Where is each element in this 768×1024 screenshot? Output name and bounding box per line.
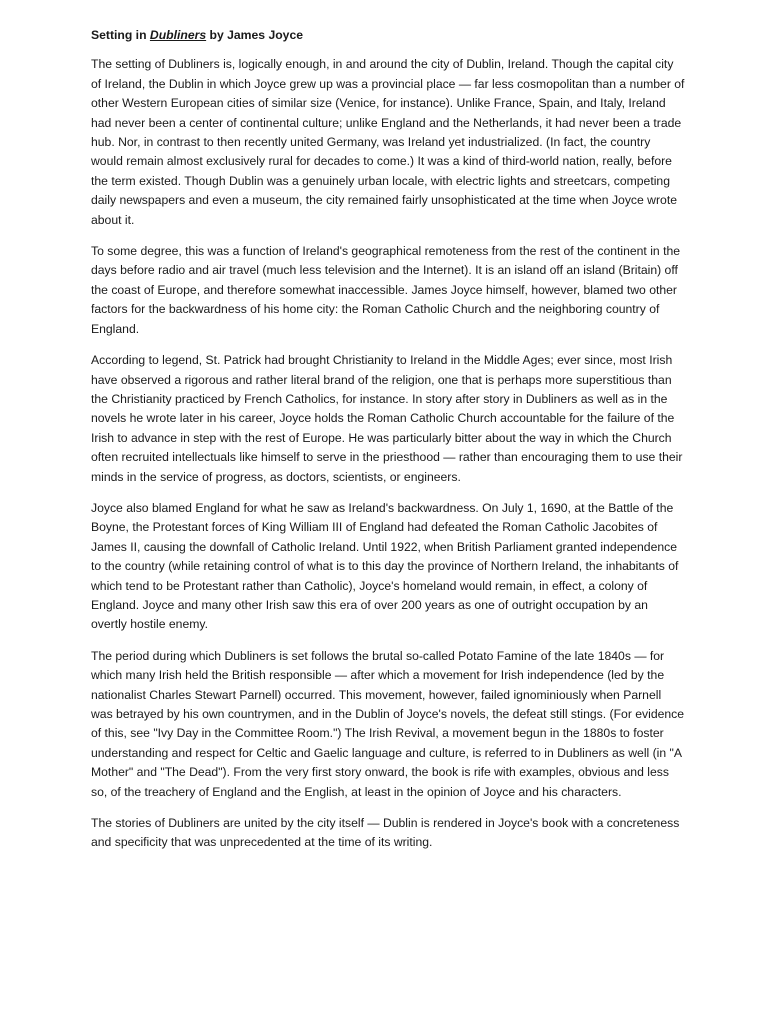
paragraph-5: The period during which Dubliners is set follows the brutal so-called Potato Famine of the late 1840s — for which many Irish held the British responsible — after which a movement for Irish independence (led by the nationalist Charles Stewart Parnell) occurred. This movement, however, failed ignominiously when Parnell was betrayed by his own countrymen, and in the Dublin of Joyce's novels, the defeat still stings. (For evidence of this, see "Ivy Day in the Committee Room.") The Irish Revival, a movement begun in the 1880s to foster understanding and respect for Celtic and Gaelic language and culture, is referred to in Dubliners as well (in "A Mother" and "The Dead"). From the very first story onward, the book is rife with examples, obvious and less so, of the treachery of England and the English, at least in the opinion of Joyce and his characters. <box>91 648 685 799</box>
paragraph-4: Joyce also blamed England for what he saw as Ireland's backwardness. On July 1, 1690, at the Battle of the Boyne, the Protestant forces of King William III of England had defeated the Roman Catholic Jacobites of James II, causing the downfall of Catholic Ireland. Until 1922, when British Parliament granted independence to the country (while retaining control of what is to this day the province of Northern Ireland, the inhabitants of which tend to be Protestant rather than Catholic), Joyce's homeland would remain, in effect, a colony of England. Joyce and many other Irish saw this era of over 200 years as one of outright occupation by an overtly hostile enemy. <box>91 500 679 632</box>
paragraph-3: According to legend, St. Patrick had brought Christianity to Ireland in the Middle Ages; ever since, most Irish have observed a rigorous and rather literal brand of the religion, one that is perhaps more superstitious than the Christianity practiced by French Catholics, for instance. In story after story in Dubliners as well as in the novels he wrote later in his career, Joyce holds the Roman Catholic Church accountable for the failure of the Irish to advance in step with the rest of Europe. He was particularly bitter about the way in which the Church often recruited intellectuals like himself to serve in the priesthood — rather than encouraging them to use their minds in the service of progress, as doctors, scientists, or engineers. <box>91 353 683 484</box>
paragraph-2: To some degree, this was a function of Ireland's geographical remoteness from the rest of the continent in the days before radio and air travel (much less television and the Internet). It is an island off an island (Britain) off the coast of Europe, and therefore somewhat inaccessible. James Joyce himself, however, blamed two other factors for the backwardness of his home city: the Roman Catholic Church and the neighboring country of England. <box>91 244 681 336</box>
title-suffix: by James Joyce <box>206 28 304 42</box>
title-prefix: Setting in <box>91 28 150 42</box>
document-page <box>91 26 685 865</box>
paragraph-1: The setting of Dubliners is, logically enough, in and around the city of Dublin, Ireland. Though the capital city of Ireland, the Dublin in which Joyce grew up was a provincial place — far less cosmopolitan than a number of other Western European cities of similar size (Venice, for instance). Unlike France, Spain, and Italy, Ireland had never been a center of continental culture; unlike England and the Netherlands, it had never been a trade hub. Nor, in contrast to then recently united Germany, was Ireland yet industrialized. (In fact, the country would remain almost exclusively rural for decades to come.) It was a kind of third-world nation, really, before the term existed. Though Dublin was a genuinely urban locale, with electric lights and streetcars, competing daily newspapers and even a museum, the city remained fairly unsophisticated at the time when Joyce wrote about it. <box>91 57 685 227</box>
title-work-name: Dubliners <box>149 28 207 42</box>
paragraph-6: The stories of Dubliners are united by the city itself — Dublin is rendered in Joyce's book with a concreteness and specificity that was unprecedented at the time of its writing. <box>91 816 680 850</box>
page-title <box>91 26 685 45</box>
